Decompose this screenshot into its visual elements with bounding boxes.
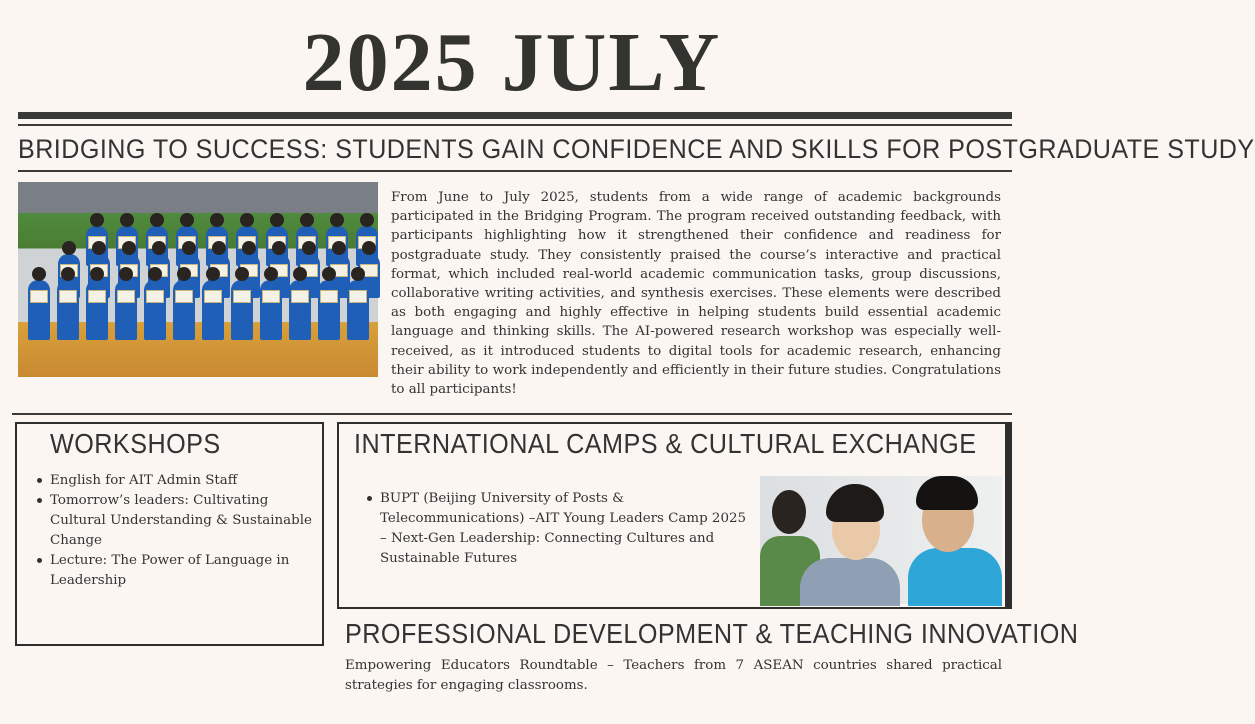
feature-body: From June to July 2025, students from a wide range of academic backgrounds participated in the Bridging Program. The program received outstanding feedback, with participants highlighting how it strengthened their confidence and readiness for postgraduate study. They consistently praised the course’s interactive and practical format, which included real-world academic communication tasks, group discussions, collaborative writing activities, and synthesis exercises. These elements were described as both engaging and highly effective in helping students build essential academic language and thinking skills. The AI-powered research workshop was especially well-received, as it introduced students to digital tools for academic research, enhancing their ability to work independently and efficiently in their future studies. Congratulations to all participants! bbox=[391, 190, 1001, 398]
list-item: BUPT (Beijing University of Posts & Telecommunications) –AIT Young Leaders Camp 2025 – Next-Gen Leadership: Connecting Cultures and Sustainable Futures bbox=[365, 489, 750, 569]
masthead-title: 2025 JULY bbox=[302, 16, 722, 109]
photo-certificate bbox=[146, 290, 164, 303]
camps-title: INTERNATIONAL CAMPS & CULTURAL EXCHANGE bbox=[354, 428, 977, 459]
photo-certificate bbox=[175, 290, 193, 303]
photo-certificate bbox=[349, 290, 367, 303]
workshops-list bbox=[35, 471, 315, 591]
photo-figure bbox=[826, 484, 884, 522]
camps-list bbox=[365, 489, 750, 569]
headline-divider bbox=[18, 170, 1012, 172]
professional-body: Empowering Educators Roundtable – Teachers from 7 ASEAN countries shared practical strategies for engaging classrooms. bbox=[345, 658, 1002, 693]
photo-certificate bbox=[88, 290, 106, 303]
list-item: Lecture: The Power of Language in Leadership bbox=[35, 551, 315, 591]
photo-certificate bbox=[117, 290, 135, 303]
photo-figure bbox=[772, 490, 806, 534]
photo-certificate bbox=[30, 290, 48, 303]
masthead-rule-thin bbox=[18, 124, 1012, 126]
photo-certificate bbox=[320, 290, 338, 303]
photo-student bbox=[202, 280, 224, 340]
photo-certificate bbox=[262, 290, 280, 303]
photo-certificate bbox=[204, 290, 222, 303]
photo-student bbox=[28, 280, 50, 340]
photo-certificate bbox=[59, 290, 77, 303]
bridging-program-group-photo bbox=[18, 182, 378, 377]
section-divider bbox=[12, 413, 1012, 415]
photo-figure bbox=[916, 476, 978, 510]
workshops-title: WORKSHOPS bbox=[50, 428, 221, 459]
photo-figure bbox=[908, 548, 1002, 606]
photo-student bbox=[57, 280, 79, 340]
photo-certificate bbox=[291, 290, 309, 303]
masthead-rule-thick bbox=[18, 112, 1012, 119]
photo-student bbox=[144, 280, 166, 340]
list-item: English for AIT Admin Staff bbox=[35, 471, 315, 491]
photo-student bbox=[289, 280, 311, 340]
photo-student bbox=[347, 280, 369, 340]
photo-student bbox=[318, 280, 340, 340]
feature-headline: BRIDGING TO SUCCESS: STUDENTS GAIN CONFIDENCE AND SKILLS FOR POSTGRADUATE STUDY bbox=[18, 134, 1255, 164]
photo-student bbox=[231, 280, 253, 340]
photo-student bbox=[173, 280, 195, 340]
photo-student bbox=[260, 280, 282, 340]
camp-photo bbox=[760, 476, 1002, 604]
list-item: Tomorrow’s leaders: Cultivating Cultural Understanding & Sustainable Change bbox=[35, 491, 315, 551]
photo-certificate bbox=[233, 290, 251, 303]
professional-title: PROFESSIONAL DEVELOPMENT & TEACHING INNOVATION bbox=[345, 618, 1079, 649]
photo-student bbox=[115, 280, 137, 340]
photo-student bbox=[86, 280, 108, 340]
photo-figure bbox=[800, 558, 900, 606]
